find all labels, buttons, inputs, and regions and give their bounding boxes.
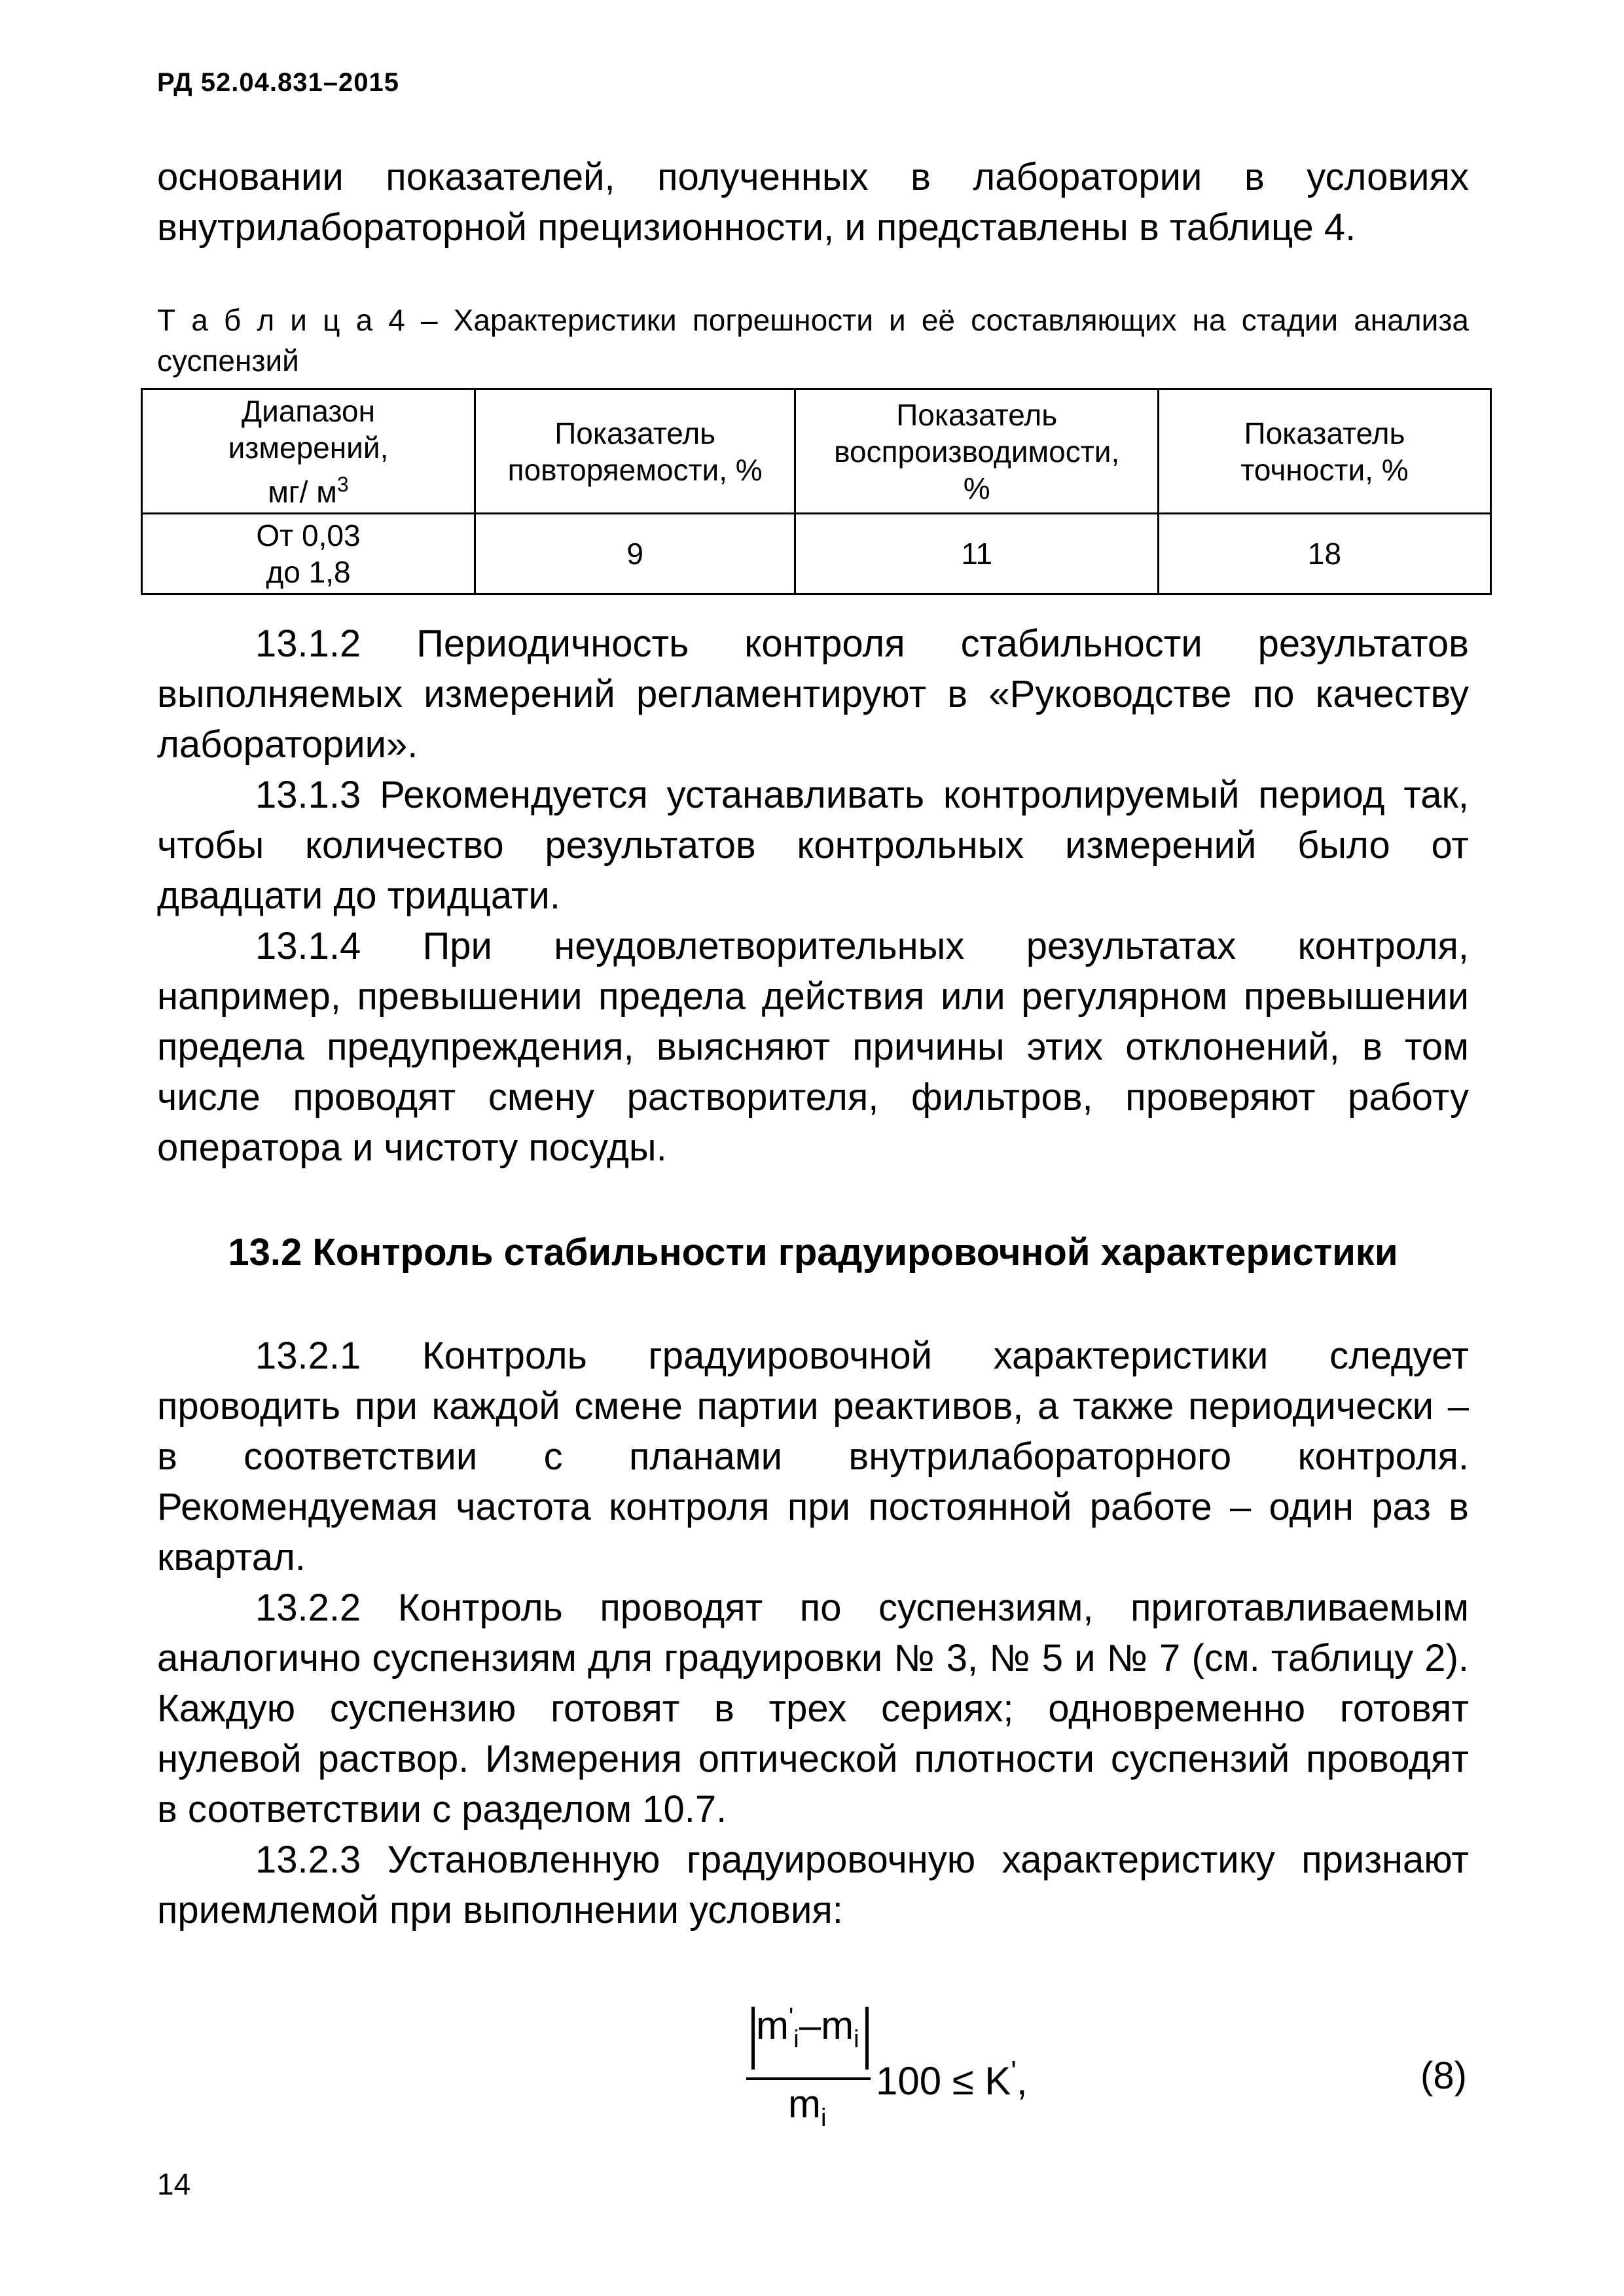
table-caption-line-1: Т а б л и ц а 4 – Характеристики погрешности и её составляющих на стадии анализа [157, 303, 1469, 337]
paragraphs-13-2 [157, 1331, 1469, 1935]
formula-8 [746, 1990, 1113, 2134]
equation-number: (8) [1420, 2054, 1467, 2097]
formula-rhs: 100 ≤ K', [876, 2055, 1028, 2103]
paragraph-13-1-4: 13.1.4 При неудовлетворительных результатах контроля, например, превышении предела действия или регулярном превышении предела предупреждения, выясняют причины этих отклонений, в том числе проводят смену растворителя, фильтров, проверяют работу оператора и чистоту посуды. [157, 925, 1469, 1169]
paragraph-13-1-2: 13.1.2 Периодичность контроля стабильности результатов выполняемых измерений регламентируют в «Руководстве по качеству лаборатории». [157, 622, 1469, 766]
intro-line-2: внутрилабораторной прецизионности, и представлены в таблице 4. [157, 206, 1356, 249]
table-4 [141, 388, 1492, 595]
paragraph-13-2-2: 13.2.2 Контроль проводят по суспензиям, приготавливаемым аналогично суспензиям для градуировки № 3, № 5 и № 7 (см. таблицу 2). Каждую суспензию готовят в трех сериях; одновременно готовят нулевой раствор. Измерения оптической плотности суспензий проводят в соответствии с разделом 10.7. [157, 1587, 1469, 1831]
intro-line-1: основании показателей, полученных в лаборатории в условиях [157, 156, 1469, 198]
intro-paragraph [157, 152, 1469, 253]
paragraph-13-2-3: 13.2.3 Установленную градуировочную характеристику признают приемлемой при выполнении условия: [157, 1839, 1469, 1931]
paragraph-13-1-3: 13.1.3 Рекомендуется устанавливать контролируемый период так, чтобы количество результатов контрольных измерений было от двадцати до тридцати. [157, 774, 1469, 917]
cell-accuracy: 18 [1159, 514, 1491, 594]
abs-bar-right [865, 2007, 869, 2070]
table-caption [157, 300, 1469, 381]
header-reproducibility: Показатель воспроизводимости, % [795, 389, 1159, 514]
page-number: 14 [157, 2167, 191, 2201]
cell-reproducibility: 11 [795, 514, 1159, 594]
table-row [142, 514, 1491, 594]
header-repeatability: Показатель повторяемости, % [475, 389, 795, 514]
cell-range: От 0,03 до 1,8 [142, 514, 475, 594]
paragraphs-13-1 [157, 619, 1469, 1173]
table-header-row [142, 389, 1491, 514]
header-accuracy: Показатель точности, % [1159, 389, 1491, 514]
cell-repeatability: 9 [475, 514, 795, 594]
fraction-line [746, 2077, 871, 2080]
table-caption-line-2: суспензий [157, 344, 299, 378]
formula-denominator: $m_i$ [788, 2082, 827, 2132]
formula-numerator: $m'_i-m_i$ [756, 2003, 859, 2053]
document-code: РД 52.04.831–2015 [157, 68, 399, 97]
header-range: Диапазон измерений, мг/ $м^3$ [142, 389, 475, 514]
section-title-13-2: 13.2 Контроль стабильности градуировочной характеристики [228, 1231, 1398, 1274]
paragraph-13-2-1: 13.2.1 Контроль градуировочной характеристики следует проводить при каждой смене партии реактивов, а также периодически – в соответствии с планами внутрилабораторного контроля. Рекомендуемая частота контроля при постоянной работе – один раз в квартал. [157, 1335, 1469, 1579]
